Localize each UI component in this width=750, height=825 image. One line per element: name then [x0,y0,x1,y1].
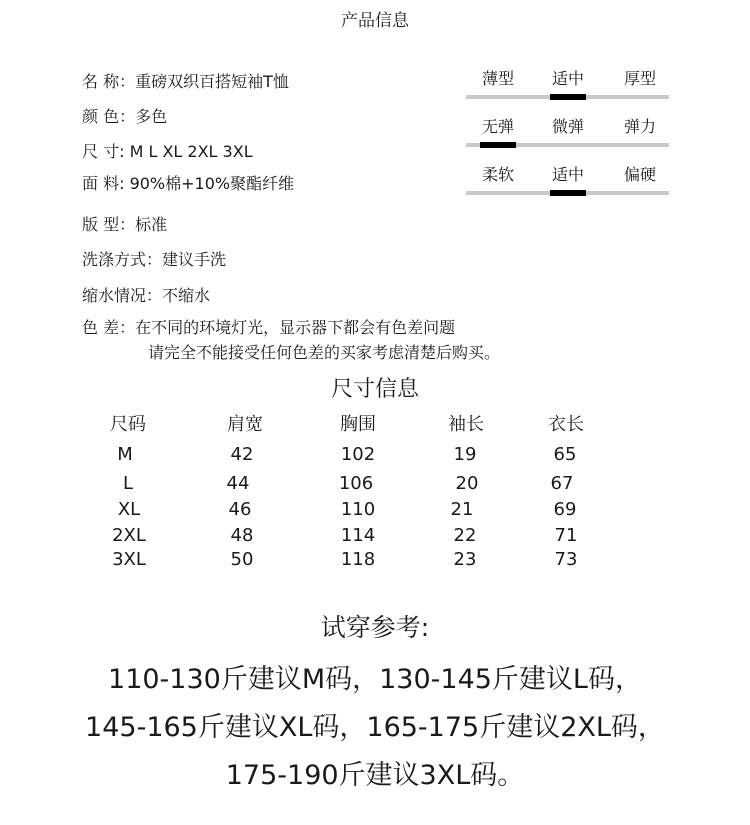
info-size: 尺 寸: M L XL 2XL 3XL [82,142,253,161]
table-header: 袖长 [448,414,484,435]
table-cell: 69 [553,499,577,520]
try-on-line: 175-190斤建议3XL码。 [225,760,525,791]
table-cell: 23 [453,549,477,570]
table-cell: 44 [226,473,250,494]
try-on-line: 110-130斤建议M码，130-145斤建议L码， [108,664,642,695]
table-cell: 22 [453,525,477,546]
scale-label: 偏硬 [623,165,656,184]
table-cell: 110 [340,499,376,520]
table-cell: 48 [230,525,254,546]
table-cell: 73 [554,549,578,570]
size-info-title: 尺寸信息 [330,377,419,402]
table-cell: 50 [230,549,254,570]
softness-scale [466,162,669,202]
info-fabric: 面 料: 90%棉+10%聚酯纤维 [82,174,295,193]
elasticity-scale [466,114,669,154]
info-color-diff-note: 请完全不能接受任何色差的买家考虑清楚后购买。 [148,343,501,362]
scale-label: 微弹 [551,117,584,136]
scale-label: 柔软 [481,165,514,184]
table-cell: 2XL [112,525,146,546]
table-header: 胸围 [340,414,376,435]
scale-label: 弹力 [623,117,656,136]
table-cell: 46 [228,499,252,520]
table-cell: XL [117,499,141,520]
table-cell: 102 [340,444,376,465]
scale-label: 适中 [551,69,584,88]
table-cell: 71 [554,525,578,546]
scale-marker [550,94,586,100]
table-cell: 114 [340,525,376,546]
try-on-title: 试穿参考: [320,613,430,642]
table-header: 肩宽 [227,414,263,435]
scale-marker [480,142,516,148]
table-cell: 20 [455,473,479,494]
scale-marker [550,190,586,196]
table-cell: 21 [450,499,474,520]
table-cell: 67 [550,473,574,494]
table-cell: 118 [340,549,376,570]
table-header: 尺码 [110,414,146,435]
scale-label: 薄型 [481,69,514,88]
scale-label: 适中 [551,165,584,184]
table-cell: M [117,444,133,465]
table-cell: 65 [553,444,577,465]
info-fit: 版 型：标准 [82,215,168,234]
info-shrink: 缩水情况：不缩水 [82,286,211,305]
thickness-scale [466,66,669,106]
info-color: 颜 色：多色 [82,107,168,126]
table-cell: 106 [338,473,374,494]
table-cell: 42 [230,444,254,465]
table-header: 衣长 [548,414,584,435]
info-wash: 洗涤方式：建议手洗 [82,250,227,269]
table-cell: 3XL [112,549,146,570]
try-on-line: 145-165斤建议XL码，165-175斤建议2XL码， [85,712,665,743]
scale-label: 厚型 [623,69,656,88]
scale-label: 无弹 [481,117,514,136]
table-cell: L [122,473,134,494]
page-title: 产品信息 [341,11,409,31]
info-color-diff: 色 差：在不同的环境灯光，显示器下都会有色差问题 [82,318,456,337]
table-cell: 19 [453,444,477,465]
info-name: 名 称：重磅双织百搭短袖T恤 [82,72,289,91]
